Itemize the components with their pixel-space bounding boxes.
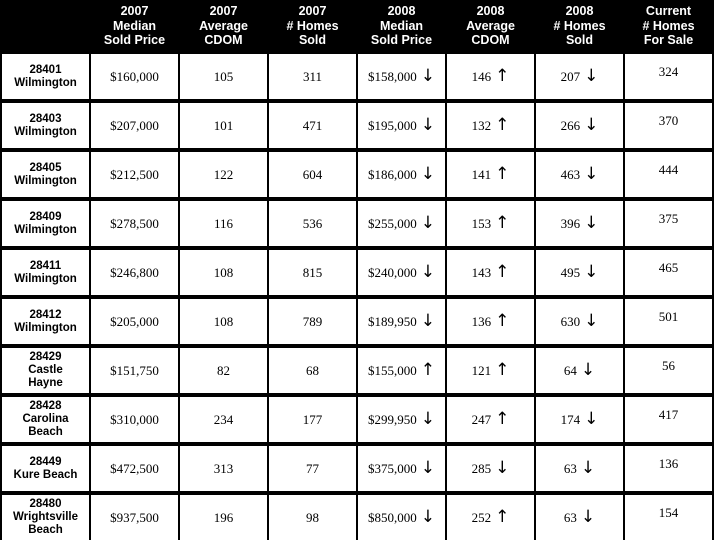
cell-value: 604	[302, 166, 323, 182]
homes-2007-cell	[269, 397, 356, 442]
cdom-2008-cell	[447, 201, 534, 246]
cell-value: 177	[302, 411, 323, 427]
cell-value: $278,500	[110, 215, 159, 231]
zip-line: 28403	[29, 112, 62, 125]
cdom-2007-cell	[180, 397, 267, 442]
arrow-down-icon	[584, 166, 598, 183]
median-2007-cell	[91, 348, 178, 393]
cdom-2008-cell	[447, 446, 534, 491]
arrow-down-icon	[584, 313, 598, 330]
arrow-up-icon	[495, 117, 509, 134]
median-2007-cell	[91, 201, 178, 246]
zip-cell	[2, 152, 89, 197]
median-2007-cell	[91, 495, 178, 540]
cell-value: 154	[658, 505, 679, 520]
cell-value: 122	[213, 166, 234, 182]
arrow-down-icon	[581, 362, 595, 379]
cell-value: $195,000	[368, 117, 417, 133]
arrow-down-icon	[421, 313, 435, 330]
cell-value: $151,750	[110, 362, 159, 378]
cell-value: 56	[662, 358, 675, 373]
median-2008-cell	[358, 201, 445, 246]
header-line: 2007	[209, 4, 238, 19]
cell-value: 396	[560, 215, 581, 231]
cell-value: 132	[471, 117, 492, 133]
cdom-2007-cell	[180, 250, 267, 295]
cell-value: $299,950	[368, 411, 417, 427]
cell-value: 311	[302, 68, 323, 84]
zip-line: Beach	[28, 426, 63, 438]
header-line: CDOM	[471, 33, 510, 48]
cell-value: $255,000	[368, 215, 417, 231]
cdom-2008-cell	[447, 250, 534, 295]
homes-2008-cell	[536, 201, 623, 246]
cdom-2008-cell	[447, 495, 534, 540]
cell-value: 471	[302, 117, 323, 133]
homes-2007-cell	[269, 152, 356, 197]
homes-2007-header	[269, 2, 356, 50]
header-line: Median	[112, 18, 157, 33]
cell-value: 98	[306, 509, 319, 525]
zip-line: 28411	[29, 259, 62, 272]
arrow-up-icon	[495, 411, 509, 428]
cell-value: 536	[302, 215, 323, 231]
zip-line: Wilmington	[14, 76, 77, 89]
header-line: Average	[466, 18, 515, 33]
current-homes-cell	[625, 152, 712, 197]
cell-value: 313	[213, 460, 234, 476]
cell-value: 789	[302, 313, 323, 329]
cell-value: $155,000	[368, 362, 417, 378]
zip-line: Carolina	[22, 413, 69, 425]
cell-value: $240,000	[368, 264, 417, 280]
arrow-up-icon	[495, 313, 509, 330]
header-line: # Homes	[642, 18, 695, 33]
cell-value: 63	[563, 460, 577, 476]
zip-cell	[2, 495, 89, 540]
header-line: Average	[199, 18, 248, 33]
cell-value: 252	[471, 509, 492, 525]
cdom-2007-cell	[180, 299, 267, 344]
homes-2008-cell	[536, 299, 623, 344]
header-line: For Sale	[643, 33, 694, 48]
cell-value: $158,000	[368, 68, 417, 84]
cell-value: $186,000	[368, 166, 417, 182]
cell-value: 234	[213, 411, 234, 427]
homes-2007-cell	[269, 54, 356, 99]
zip-cell	[2, 250, 89, 295]
median-2008-cell	[358, 152, 445, 197]
cell-value: 82	[217, 362, 230, 378]
homes-2008-cell	[536, 495, 623, 540]
cell-value: 417	[658, 407, 679, 422]
zip-line: Wilmington	[14, 125, 77, 138]
cdom-2007-cell	[180, 54, 267, 99]
zip-line: 28428	[29, 400, 62, 412]
median-2007-header	[91, 2, 178, 50]
homes-2008-cell	[536, 348, 623, 393]
homes-2007-cell	[269, 299, 356, 344]
cell-value: 101	[213, 117, 234, 133]
cdom-2008-header	[447, 2, 534, 50]
header-line: Sold Price	[370, 33, 433, 48]
header-line: 2008	[476, 4, 505, 19]
cell-value: 136	[658, 456, 679, 471]
cell-value: $937,500	[110, 509, 159, 525]
cell-value: 108	[213, 313, 234, 329]
cell-value: $375,000	[368, 460, 417, 476]
cdom-2007-cell	[180, 446, 267, 491]
cell-value: $246,800	[110, 264, 159, 280]
zip-cell	[2, 348, 89, 393]
homes-2007-cell	[269, 201, 356, 246]
arrow-down-icon	[584, 215, 598, 232]
median-2007-cell	[91, 299, 178, 344]
arrow-down-icon	[584, 264, 598, 281]
zip-cell	[2, 54, 89, 99]
cell-value: 196	[213, 509, 234, 525]
cell-value: 63	[563, 509, 577, 525]
cdom-2007-header	[180, 2, 267, 50]
median-2008-cell	[358, 54, 445, 99]
cell-value: 77	[306, 460, 319, 476]
homes-2008-cell	[536, 250, 623, 295]
cell-value: $212,500	[110, 166, 159, 182]
cell-value: 444	[658, 162, 679, 177]
zip-line: 28412	[29, 308, 62, 321]
zip-line: 28401	[29, 63, 62, 76]
arrow-down-icon	[421, 166, 435, 183]
header-line: 2008	[565, 4, 594, 19]
cdom-2008-cell	[447, 397, 534, 442]
cell-value: 370	[658, 113, 679, 128]
current-homes-cell	[625, 54, 712, 99]
zip-header	[2, 2, 89, 50]
median-2007-cell	[91, 397, 178, 442]
cell-value: 105	[213, 68, 234, 84]
zip-line: Wrightsville	[13, 511, 78, 523]
arrow-up-icon	[495, 215, 509, 232]
arrow-down-icon	[495, 460, 509, 477]
median-2008-cell	[358, 446, 445, 491]
homes-2008-cell	[536, 54, 623, 99]
zip-line: 28449	[29, 455, 62, 468]
cell-value: 121	[471, 362, 492, 378]
cell-value: $472,500	[110, 460, 159, 476]
cell-value: 324	[658, 64, 679, 79]
cdom-2008-cell	[447, 152, 534, 197]
cdom-2007-cell	[180, 103, 267, 148]
cell-value: 153	[471, 215, 492, 231]
cell-value: $310,000	[110, 411, 159, 427]
median-2007-cell	[91, 152, 178, 197]
header-line: Current	[645, 4, 692, 19]
median-2008-cell	[358, 299, 445, 344]
arrow-down-icon	[421, 117, 435, 134]
cell-value: 108	[213, 264, 234, 280]
header-line: 2007	[120, 4, 149, 19]
cell-value: 463	[560, 166, 581, 182]
cell-value: 146	[471, 68, 492, 84]
cell-value: 630	[560, 313, 581, 329]
cell-value: 141	[471, 166, 492, 182]
homes-2008-cell	[536, 446, 623, 491]
cdom-2007-cell	[180, 152, 267, 197]
arrow-up-icon	[495, 68, 509, 85]
arrow-up-icon	[495, 362, 509, 379]
cdom-2008-cell	[447, 103, 534, 148]
cell-value: $160,000	[110, 68, 159, 84]
homes-2007-cell	[269, 250, 356, 295]
zip-line: 28429	[29, 351, 62, 363]
cell-value: 68	[306, 362, 319, 378]
cdom-2007-cell	[180, 348, 267, 393]
cell-value: 495	[560, 264, 581, 280]
zip-line: 28409	[29, 210, 62, 223]
homes-2008-cell	[536, 103, 623, 148]
current-homes-cell	[625, 201, 712, 246]
zip-line: 28480	[29, 498, 62, 510]
cell-value: $189,950	[368, 313, 417, 329]
cell-value: 64	[563, 362, 577, 378]
cell-value: $205,000	[110, 313, 159, 329]
current-homes-cell	[625, 250, 712, 295]
homes-2007-cell	[269, 446, 356, 491]
median-2008-cell	[358, 495, 445, 540]
arrow-down-icon	[421, 411, 435, 428]
header-line: 2008	[387, 4, 416, 19]
cell-value: $207,000	[110, 117, 159, 133]
header-line: Median	[379, 18, 424, 33]
arrow-up-icon	[421, 362, 435, 379]
cell-value: 375	[658, 211, 679, 226]
cdom-2008-cell	[447, 54, 534, 99]
cell-value: 285	[471, 460, 492, 476]
median-2008-header	[358, 2, 445, 50]
header-line: Sold Price	[103, 33, 166, 48]
arrow-down-icon	[584, 68, 598, 85]
zip-line: Wilmington	[14, 174, 77, 187]
arrow-down-icon	[421, 509, 435, 526]
cell-value: 501	[658, 309, 679, 324]
arrow-down-icon	[421, 264, 435, 281]
header-line: # Homes	[553, 18, 606, 33]
zip-line: Wilmington	[14, 223, 77, 236]
cell-value: 136	[471, 313, 492, 329]
zip-cell	[2, 397, 89, 442]
zip-cell	[2, 446, 89, 491]
cell-value: 465	[658, 260, 679, 275]
arrow-down-icon	[581, 509, 595, 526]
cdom-2007-cell	[180, 201, 267, 246]
cdom-2008-cell	[447, 299, 534, 344]
cell-value: 116	[213, 215, 234, 231]
current-homes-cell	[625, 397, 712, 442]
header-line: # Homes	[286, 18, 339, 33]
zip-line: Kure Beach	[13, 468, 78, 481]
cell-value: $850,000	[368, 509, 417, 525]
zip-line: Beach	[28, 524, 63, 536]
table-header	[0, 0, 714, 52]
current-homes-cell	[625, 348, 712, 393]
cell-value: 143	[471, 264, 492, 280]
header-line: CDOM	[204, 33, 243, 48]
header-line: Sold	[298, 33, 327, 48]
median-2008-cell	[358, 397, 445, 442]
arrow-up-icon	[495, 166, 509, 183]
zip-line: Wilmington	[14, 321, 77, 334]
arrow-up-icon	[495, 264, 509, 281]
homes-2007-cell	[269, 103, 356, 148]
homes-2008-cell	[536, 152, 623, 197]
current-homes-cell	[625, 495, 712, 540]
homes-2008-cell	[536, 397, 623, 442]
cdom-2008-cell	[447, 348, 534, 393]
arrow-down-icon	[421, 68, 435, 85]
median-2007-cell	[91, 446, 178, 491]
arrow-down-icon	[421, 460, 435, 477]
cell-value: 174	[560, 411, 581, 427]
header-line: 2007	[298, 4, 327, 19]
zip-line: Castle	[28, 364, 63, 376]
zip-line: Hayne	[28, 377, 63, 389]
cdom-2007-cell	[180, 495, 267, 540]
cell-value: 207	[560, 68, 581, 84]
zip-line: 28405	[29, 161, 62, 174]
arrow-down-icon	[584, 117, 598, 134]
current-homes-header	[625, 2, 712, 50]
zip-cell	[2, 201, 89, 246]
median-2008-cell	[358, 348, 445, 393]
median-2008-cell	[358, 250, 445, 295]
zip-cell	[2, 299, 89, 344]
median-2008-cell	[358, 103, 445, 148]
arrow-down-icon	[581, 460, 595, 477]
cell-value: 266	[560, 117, 581, 133]
current-homes-cell	[625, 446, 712, 491]
header-line: Sold	[565, 33, 594, 48]
arrow-up-icon	[495, 509, 509, 526]
current-homes-cell	[625, 299, 712, 344]
zip-line: Wilmington	[14, 272, 77, 285]
arrow-down-icon	[584, 411, 598, 428]
cell-value: 247	[471, 411, 492, 427]
current-homes-cell	[625, 103, 712, 148]
cell-value: 815	[302, 264, 323, 280]
homes-2007-cell	[269, 348, 356, 393]
arrow-down-icon	[421, 215, 435, 232]
zip-cell	[2, 103, 89, 148]
homes-2007-cell	[269, 495, 356, 540]
homes-2008-header	[536, 2, 623, 50]
median-2007-cell	[91, 54, 178, 99]
median-2007-cell	[91, 250, 178, 295]
median-2007-cell	[91, 103, 178, 148]
